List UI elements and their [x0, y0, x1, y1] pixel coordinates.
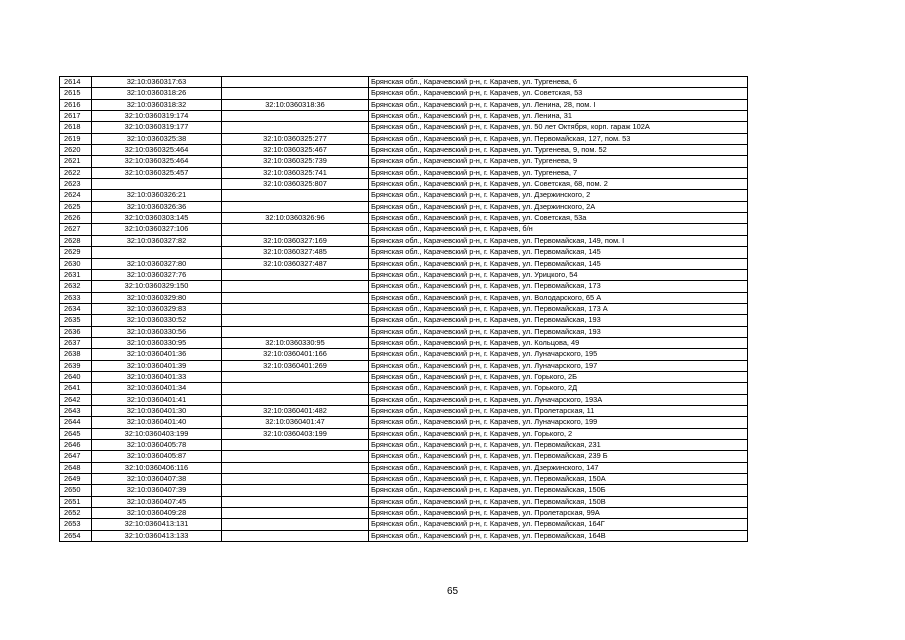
address-cell: Брянская обл., Карачевский р-н, г. Карачев, ул. Первомайская, 150Б [369, 485, 748, 496]
table-row [60, 201, 748, 212]
table-row [60, 292, 748, 303]
table-row [60, 122, 748, 133]
land-cadastral-number-cell: 32:10:0360413:133 [92, 530, 222, 541]
table-row [60, 190, 748, 201]
building-cadastral-number-cell [222, 519, 369, 530]
table-row [60, 179, 748, 190]
row-number-cell: 2630 [60, 258, 92, 269]
building-cadastral-number-cell: 32:10:0360327:487 [222, 258, 369, 269]
land-cadastral-number-cell: 32:10:0360330:56 [92, 326, 222, 337]
row-number-cell: 2652 [60, 508, 92, 519]
row-number-cell: 2626 [60, 213, 92, 224]
building-cadastral-number-cell [222, 190, 369, 201]
table-row [60, 145, 748, 156]
address-cell: Брянская обл., Карачевский р-н, г. Карачев, ул. Горького, 2Б [369, 371, 748, 382]
table-body [60, 77, 748, 542]
building-cadastral-number-cell [222, 371, 369, 382]
address-cell: Брянская обл., Карачевский р-н, г. Карачев, ул. Горького, 2 [369, 428, 748, 439]
land-cadastral-number-cell: 32:10:0360325:38 [92, 133, 222, 144]
address-cell: Брянская обл., Карачевский р-н, г. Карачев, ул. Ленина, 31 [369, 111, 748, 122]
table-row [60, 440, 748, 451]
table-row [60, 281, 748, 292]
row-number-cell: 2651 [60, 496, 92, 507]
row-number-cell: 2649 [60, 474, 92, 485]
land-cadastral-number-cell: 32:10:0360407:39 [92, 485, 222, 496]
table-row [60, 496, 748, 507]
row-number-cell: 2643 [60, 405, 92, 416]
land-cadastral-number-cell: 32:10:0360317:63 [92, 77, 222, 88]
table-row [60, 417, 748, 428]
row-number-cell: 2634 [60, 303, 92, 314]
table-row [60, 235, 748, 246]
table-row [60, 269, 748, 280]
row-number-cell: 2648 [60, 462, 92, 473]
row-number-cell: 2622 [60, 167, 92, 178]
table-row [60, 451, 748, 462]
address-cell: Брянская обл., Карачевский р-н, г. Карачев, ул. Первомайская, 149, пом. I [369, 235, 748, 246]
row-number-cell: 2637 [60, 337, 92, 348]
land-cadastral-number-cell: 32:10:0360327:80 [92, 258, 222, 269]
land-cadastral-number-cell [92, 179, 222, 190]
row-number-cell: 2647 [60, 451, 92, 462]
row-number-cell: 2638 [60, 349, 92, 360]
building-cadastral-number-cell: 32:10:0360325:741 [222, 167, 369, 178]
table-row [60, 485, 748, 496]
address-cell: Брянская обл., Карачевский р-н, г. Карачев, ул. Луначарского, 199 [369, 417, 748, 428]
table-row [60, 303, 748, 314]
address-cell: Брянская обл., Карачевский р-н, г. Карачев, б/н [369, 224, 748, 235]
building-cadastral-number-cell [222, 292, 369, 303]
address-cell: Брянская обл., Карачевский р-н, г. Карачев, ул. 50 лет Октября, корп. гараж 102А [369, 122, 748, 133]
land-cadastral-number-cell: 32:10:0360319:174 [92, 111, 222, 122]
table-row [60, 99, 748, 110]
address-cell: Брянская обл., Карачевский р-н, г. Карачев, ул. Первомайская, 239 Б [369, 451, 748, 462]
building-cadastral-number-cell [222, 326, 369, 337]
row-number-cell: 2632 [60, 281, 92, 292]
address-cell: Брянская обл., Карачевский р-н, г. Карачев, ул. Пролетарская, 99А [369, 508, 748, 519]
land-cadastral-number-cell: 32:10:0360326:21 [92, 190, 222, 201]
table-row [60, 224, 748, 235]
building-cadastral-number-cell [222, 530, 369, 541]
row-number-cell: 2633 [60, 292, 92, 303]
land-cadastral-number-cell: 32:10:0360330:52 [92, 315, 222, 326]
building-cadastral-number-cell: 32:10:0360401:482 [222, 405, 369, 416]
building-cadastral-number-cell: 32:10:0360326:96 [222, 213, 369, 224]
row-number-cell: 2650 [60, 485, 92, 496]
building-cadastral-number-cell: 32:10:0360327:485 [222, 247, 369, 258]
land-cadastral-number-cell: 32:10:0360405:78 [92, 440, 222, 451]
table-row [60, 462, 748, 473]
building-cadastral-number-cell [222, 315, 369, 326]
land-cadastral-number-cell: 32:10:0360401:30 [92, 405, 222, 416]
building-cadastral-number-cell: 32:10:0360330:95 [222, 337, 369, 348]
land-cadastral-number-cell: 32:10:0360319:177 [92, 122, 222, 133]
address-cell: Брянская обл., Карачевский р-н, г. Карачев, ул. Луначарского, 197 [369, 360, 748, 371]
land-cadastral-number-cell: 32:10:0360327:76 [92, 269, 222, 280]
building-cadastral-number-cell: 32:10:0360403:199 [222, 428, 369, 439]
address-cell: Брянская обл., Карачевский р-н, г. Карачев, ул. Луначарского, 193А [369, 394, 748, 405]
property-registry-table [59, 76, 748, 542]
address-cell: Брянская обл., Карачевский р-н, г. Карачев, ул. Пролетарская, 11 [369, 405, 748, 416]
building-cadastral-number-cell [222, 485, 369, 496]
address-cell: Брянская обл., Карачевский р-н, г. Карачев, ул. Первомайская, 173 А [369, 303, 748, 314]
row-number-cell: 2645 [60, 428, 92, 439]
land-cadastral-number-cell: 32:10:0360401:34 [92, 383, 222, 394]
address-cell: Брянская обл., Карачевский р-н, г. Карачев, ул. Первомайская, 173 [369, 281, 748, 292]
row-number-cell: 2619 [60, 133, 92, 144]
row-number-cell: 2631 [60, 269, 92, 280]
land-cadastral-number-cell: 32:10:0360401:36 [92, 349, 222, 360]
address-cell: Брянская обл., Карачевский р-н, г. Карачев, ул. Первомайская, 193 [369, 315, 748, 326]
address-cell: Брянская обл., Карачевский р-н, г. Карачев, ул. Советская, 53а [369, 213, 748, 224]
address-cell: Брянская обл., Карачевский р-н, г. Карачев, ул. Тургенева, 9, пом. 52 [369, 145, 748, 156]
building-cadastral-number-cell [222, 451, 369, 462]
land-cadastral-number-cell: 32:10:0360403:199 [92, 428, 222, 439]
table-row [60, 247, 748, 258]
row-number-cell: 2627 [60, 224, 92, 235]
building-cadastral-number-cell [222, 122, 369, 133]
address-cell: Брянская обл., Карачевский р-н, г. Карачев, ул. Первомайская, 150А [369, 474, 748, 485]
table-row [60, 349, 748, 360]
building-cadastral-number-cell: 32:10:0360325:467 [222, 145, 369, 156]
table-row [60, 394, 748, 405]
address-cell: Брянская обл., Карачевский р-н, г. Карачев, ул. Первомайская, 150В [369, 496, 748, 507]
table-row [60, 77, 748, 88]
building-cadastral-number-cell: 32:10:0360327:169 [222, 235, 369, 246]
table-row [60, 474, 748, 485]
address-cell: Брянская обл., Карачевский р-н, г. Карачев, ул. Первомайская, 145 [369, 247, 748, 258]
row-number-cell: 2614 [60, 77, 92, 88]
row-number-cell: 2636 [60, 326, 92, 337]
address-cell: Брянская обл., Карачевский р-н, г. Карачев, ул. Ленина, 28, пом. I [369, 99, 748, 110]
land-cadastral-number-cell [92, 247, 222, 258]
address-cell: Брянская обл., Карачевский р-н, г. Карачев, ул. Советская, 53 [369, 88, 748, 99]
row-number-cell: 2617 [60, 111, 92, 122]
row-number-cell: 2615 [60, 88, 92, 99]
address-cell: Брянская обл., Карачевский р-н, г. Карачев, ул. Первомайская, 127, пом. 53 [369, 133, 748, 144]
table-row [60, 383, 748, 394]
table-row [60, 371, 748, 382]
land-cadastral-number-cell: 32:10:0360405:87 [92, 451, 222, 462]
row-number-cell: 2653 [60, 519, 92, 530]
land-cadastral-number-cell: 32:10:0360401:39 [92, 360, 222, 371]
land-cadastral-number-cell: 32:10:0360329:80 [92, 292, 222, 303]
building-cadastral-number-cell: 32:10:0360325:277 [222, 133, 369, 144]
page-number: 65 [446, 586, 459, 597]
address-cell: Брянская обл., Карачевский р-н, г. Карачев, ул. Первомайская, 193 [369, 326, 748, 337]
address-cell: Брянская обл., Карачевский р-н, г. Карачев, ул. Кольцова, 49 [369, 337, 748, 348]
row-number-cell: 2641 [60, 383, 92, 394]
table-row [60, 111, 748, 122]
building-cadastral-number-cell: 32:10:0360325:739 [222, 156, 369, 167]
row-number-cell: 2620 [60, 145, 92, 156]
address-cell: Брянская обл., Карачевский р-н, г. Карачев, ул. Дзержинского, 2А [369, 201, 748, 212]
table-row [60, 508, 748, 519]
address-cell: Брянская обл., Карачевский р-н, г. Карачев, ул. Дзержинского, 2 [369, 190, 748, 201]
land-cadastral-number-cell: 32:10:0360401:33 [92, 371, 222, 382]
row-number-cell: 2629 [60, 247, 92, 258]
land-cadastral-number-cell: 32:10:0360329:83 [92, 303, 222, 314]
address-cell: Брянская обл., Карачевский р-н, г. Карачев, ул. Тургенева, 7 [369, 167, 748, 178]
table-row [60, 428, 748, 439]
table-row [60, 258, 748, 269]
table-row [60, 133, 748, 144]
land-cadastral-number-cell: 32:10:0360303:145 [92, 213, 222, 224]
land-cadastral-number-cell: 32:10:0360409:28 [92, 508, 222, 519]
address-cell: Брянская обл., Карачевский р-н, г. Карачев, ул. Горького, 2Д [369, 383, 748, 394]
building-cadastral-number-cell [222, 474, 369, 485]
building-cadastral-number-cell [222, 508, 369, 519]
land-cadastral-number-cell: 32:10:0360407:45 [92, 496, 222, 507]
land-cadastral-number-cell: 32:10:0360401:41 [92, 394, 222, 405]
building-cadastral-number-cell: 32:10:0360401:166 [222, 349, 369, 360]
building-cadastral-number-cell [222, 496, 369, 507]
table-row [60, 167, 748, 178]
row-number-cell: 2616 [60, 99, 92, 110]
address-cell: Брянская обл., Карачевский р-н, г. Карачев, ул. Первомайская, 145 [369, 258, 748, 269]
address-cell: Брянская обл., Карачевский р-н, г. Карачев, ул. Урицкого, 54 [369, 269, 748, 280]
address-cell: Брянская обл., Карачевский р-н, г. Карачев, ул. Тургенева, 6 [369, 77, 748, 88]
land-cadastral-number-cell: 32:10:0360325:464 [92, 156, 222, 167]
land-cadastral-number-cell: 32:10:0360326:36 [92, 201, 222, 212]
land-cadastral-number-cell: 32:10:0360329:150 [92, 281, 222, 292]
address-cell: Брянская обл., Карачевский р-н, г. Карачев, ул. Луначарского, 195 [369, 349, 748, 360]
building-cadastral-number-cell [222, 394, 369, 405]
table-row [60, 88, 748, 99]
row-number-cell: 2635 [60, 315, 92, 326]
building-cadastral-number-cell: 32:10:0360325:807 [222, 179, 369, 190]
row-number-cell: 2654 [60, 530, 92, 541]
address-cell: Брянская обл., Карачевский р-н, г. Карачев, ул. Советская, 68, пом. 2 [369, 179, 748, 190]
land-cadastral-number-cell: 32:10:0360406:116 [92, 462, 222, 473]
land-cadastral-number-cell: 32:10:0360318:32 [92, 99, 222, 110]
row-number-cell: 2644 [60, 417, 92, 428]
land-cadastral-number-cell: 32:10:0360325:464 [92, 145, 222, 156]
row-number-cell: 2628 [60, 235, 92, 246]
building-cadastral-number-cell [222, 281, 369, 292]
building-cadastral-number-cell [222, 77, 369, 88]
address-cell: Брянская обл., Карачевский р-н, г. Карачев, ул. Первомайская, 231 [369, 440, 748, 451]
row-number-cell: 2646 [60, 440, 92, 451]
row-number-cell: 2618 [60, 122, 92, 133]
building-cadastral-number-cell [222, 303, 369, 314]
row-number-cell: 2639 [60, 360, 92, 371]
building-cadastral-number-cell [222, 111, 369, 122]
land-cadastral-number-cell: 32:10:0360327:82 [92, 235, 222, 246]
table-row [60, 315, 748, 326]
building-cadastral-number-cell [222, 201, 369, 212]
address-cell: Брянская обл., Карачевский р-н, г. Карачев, ул. Володарского, 65 А [369, 292, 748, 303]
address-cell: Брянская обл., Карачевский р-н, г. Карачев, ул. Тургенева, 9 [369, 156, 748, 167]
table-row [60, 360, 748, 371]
building-cadastral-number-cell: 32:10:0360401:47 [222, 417, 369, 428]
row-number-cell: 2621 [60, 156, 92, 167]
land-cadastral-number-cell: 32:10:0360318:26 [92, 88, 222, 99]
building-cadastral-number-cell [222, 224, 369, 235]
address-cell: Брянская обл., Карачевский р-н, г. Карачев, ул. Первомайская, 164В [369, 530, 748, 541]
table-row [60, 337, 748, 348]
table-row [60, 405, 748, 416]
table-row [60, 530, 748, 541]
table-row [60, 156, 748, 167]
building-cadastral-number-cell [222, 440, 369, 451]
land-cadastral-number-cell: 32:10:0360407:38 [92, 474, 222, 485]
building-cadastral-number-cell [222, 383, 369, 394]
building-cadastral-number-cell: 32:10:0360318:36 [222, 99, 369, 110]
building-cadastral-number-cell: 32:10:0360401:269 [222, 360, 369, 371]
row-number-cell: 2625 [60, 201, 92, 212]
address-cell: Брянская обл., Карачевский р-н, г. Карачев, ул. Первомайская, 164Г [369, 519, 748, 530]
row-number-cell: 2640 [60, 371, 92, 382]
land-cadastral-number-cell: 32:10:0360325:457 [92, 167, 222, 178]
row-number-cell: 2623 [60, 179, 92, 190]
building-cadastral-number-cell [222, 269, 369, 280]
land-cadastral-number-cell: 32:10:0360413:131 [92, 519, 222, 530]
land-cadastral-number-cell: 32:10:0360330:95 [92, 337, 222, 348]
land-cadastral-number-cell: 32:10:0360327:106 [92, 224, 222, 235]
land-cadastral-number-cell: 32:10:0360401:40 [92, 417, 222, 428]
table-row [60, 519, 748, 530]
row-number-cell: 2624 [60, 190, 92, 201]
address-cell: Брянская обл., Карачевский р-н, г. Карачев, ул. Дзержинского, 147 [369, 462, 748, 473]
building-cadastral-number-cell [222, 88, 369, 99]
row-number-cell: 2642 [60, 394, 92, 405]
building-cadastral-number-cell [222, 462, 369, 473]
table-row [60, 213, 748, 224]
table-row [60, 326, 748, 337]
